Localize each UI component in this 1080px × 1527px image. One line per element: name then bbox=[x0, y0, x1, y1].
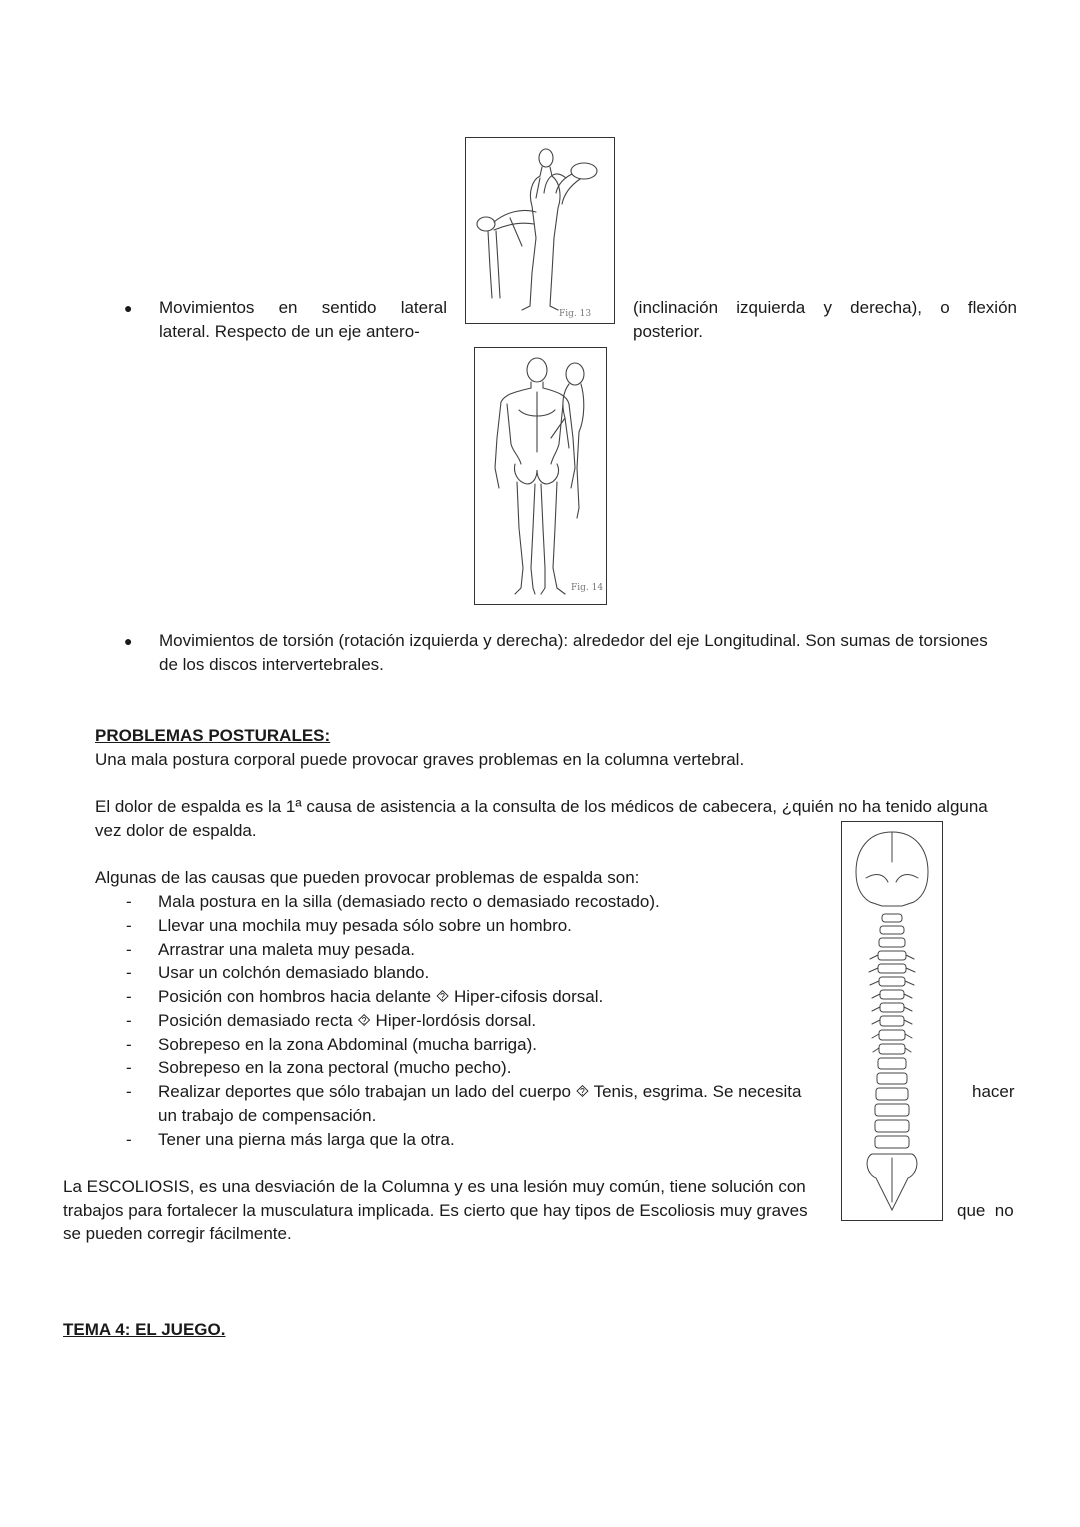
list-dash: - bbox=[126, 987, 132, 1006]
list-item: Sobrepeso en la zona pectoral (mucho pecho). bbox=[158, 1058, 512, 1077]
list-dash: - bbox=[126, 1058, 132, 1077]
figure-13-label: Fig. 13 bbox=[559, 309, 592, 319]
lateral-movement-text-4: posterior. bbox=[633, 322, 703, 341]
list-item: Sobrepeso en la zona Abdominal (mucha barriga). bbox=[158, 1035, 537, 1054]
list-item: Arrastrar una maleta muy pesada. bbox=[158, 940, 416, 959]
back-pain-text-2: vez dolor de espalda. bbox=[95, 821, 257, 840]
list-item: Usar un colchón demasiado blando. bbox=[158, 963, 430, 982]
list-dash: - bbox=[126, 963, 132, 982]
list-dash: - bbox=[126, 1082, 132, 1101]
figure-14-back-view bbox=[474, 347, 607, 605]
causes-intro: Algunas de las causas que pueden provocar problemas de espalda son: bbox=[95, 868, 640, 887]
list-item: Posición demasiado recta ⯑ Hiper-lordósis dorsal. bbox=[158, 1011, 537, 1030]
scoliosis-text-3: se pueden corregir fácilmente. bbox=[63, 1224, 292, 1243]
scoliosis-text-2: trabajos para fortalecer la musculatura implicada. Es cierto que hay tipos de Escoliosis muy graves bbox=[63, 1201, 808, 1220]
next-topic-heading: TEMA 4: EL JUEGO. bbox=[63, 1320, 226, 1339]
bullet-icon: ● bbox=[124, 633, 133, 649]
bullet-icon: ● bbox=[124, 300, 133, 316]
list-item-continuation: un trabajo de compensación. bbox=[158, 1106, 377, 1125]
scoliosis-text-1: La ESCOLIOSIS, es una desviación de la Columna y es una lesión muy común, tiene solución con bbox=[63, 1177, 806, 1196]
problems-heading: PROBLEMAS POSTURALES: bbox=[95, 726, 331, 745]
list-item: Mala postura en la silla (demasiado recto o demasiado recostado). bbox=[158, 892, 660, 911]
spine-figure bbox=[841, 821, 943, 1221]
list-dash: - bbox=[126, 1011, 132, 1030]
torsion-text-1: Movimientos de torsión (rotación izquierda y derecha): alrededor del eje Longitudinal. Son sumas de torsiones bbox=[159, 631, 988, 650]
list-dash: - bbox=[126, 1130, 132, 1149]
lateral-movement-text-2: lateral. Respecto de un eje antero- bbox=[159, 322, 420, 341]
back-pain-text-1: El dolor de espalda es la 1ª causa de asistencia a la consulta de los médicos de cabecera, ¿quién no ha tenido alguna bbox=[95, 797, 988, 816]
list-dash: - bbox=[126, 892, 132, 911]
figure-14-label: Fig. 14 bbox=[571, 583, 604, 593]
list-item: Posición con hombros hacia delante ⯑ Hiper-cifosis dorsal. bbox=[158, 987, 604, 1006]
problems-intro: Una mala postura corporal puede provocar graves problemas en la columna vertebral. bbox=[95, 750, 745, 769]
list-item: Llevar una mochila muy pesada sólo sobre un hombro. bbox=[158, 916, 572, 935]
lateral-movement-text-3: (inclinación izquierda y derecha), o flexión bbox=[633, 298, 1017, 317]
list-item-tail: hacer bbox=[972, 1082, 1015, 1101]
list-dash: - bbox=[126, 1035, 132, 1054]
figure-13-lateral-bend bbox=[465, 137, 615, 324]
list-dash: - bbox=[126, 916, 132, 935]
list-item: Realizar deportes que sólo trabajan un lado del cuerpo ⯑ Tenis, esgrima. Se necesita bbox=[158, 1082, 802, 1101]
torsion-text-2: de los discos intervertebrales. bbox=[159, 655, 384, 674]
scoliosis-text-tail: que no bbox=[957, 1201, 1014, 1220]
lateral-movement-text-1: Movimientos en sentido lateral bbox=[159, 298, 447, 317]
list-item: Tener una pierna más larga que la otra. bbox=[158, 1130, 455, 1149]
list-dash: - bbox=[126, 940, 132, 959]
